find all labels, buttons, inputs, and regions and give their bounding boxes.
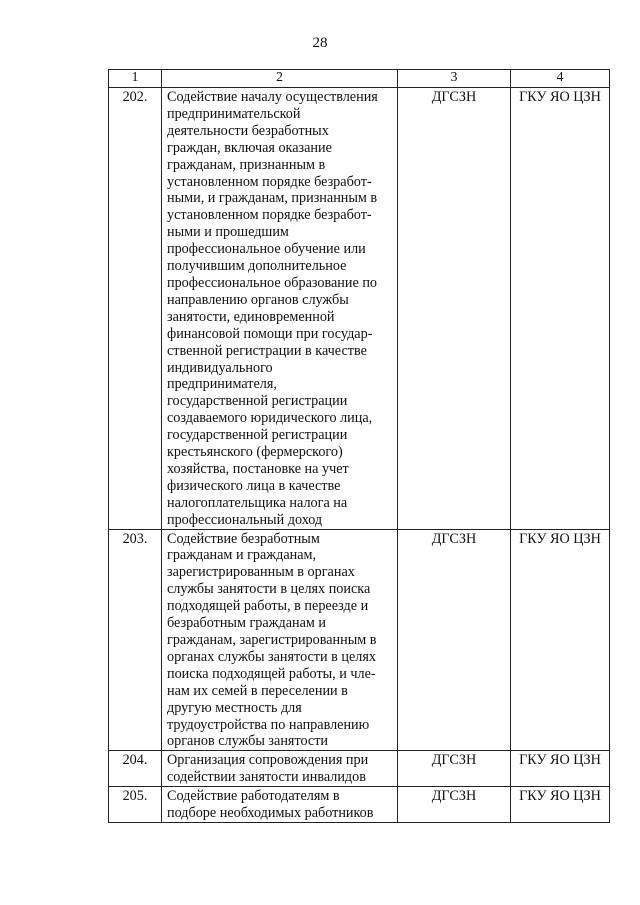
- table-row: [109, 751, 610, 787]
- row-number: 204.: [109, 751, 162, 787]
- description-line: ственной регистрации в качестве: [167, 342, 367, 359]
- description-line: зарегистрированным в органах: [167, 564, 355, 581]
- description-line: профессиональное образование по: [167, 274, 378, 291]
- description-line: поиска подходящей работы, и чле-: [167, 665, 376, 682]
- service-description: [162, 529, 398, 751]
- header-cell-2: 2: [162, 70, 398, 88]
- description-line: содействии занятости инвалидов: [167, 769, 366, 786]
- table-body: [109, 70, 610, 823]
- description-line: государственной регистрации: [167, 393, 348, 410]
- responsible-institution: ГКУ ЯО ЦЗН: [511, 787, 610, 823]
- description-line: Содействие работодателям в: [167, 788, 340, 805]
- description-line: Содействие началу осуществления: [167, 89, 378, 105]
- header-cell-4: 4: [511, 70, 610, 88]
- description-line: установленном порядке безработ-: [167, 173, 372, 190]
- description-line: индивидуального: [167, 359, 273, 376]
- responsible-department: ДГСЗН: [398, 88, 511, 530]
- table-row: [109, 88, 610, 530]
- description-line: финансовой помощи при государ-: [167, 325, 373, 342]
- description-line: нам их семей в переселении в: [167, 682, 348, 699]
- row-number: 205.: [109, 787, 162, 823]
- description-line: получившим дополнительное: [167, 258, 347, 275]
- description-line: профессиональное обучение или: [167, 241, 366, 258]
- header-cell-1: 1: [109, 70, 162, 88]
- description-line: предпринимательской: [167, 105, 301, 122]
- description-line: граждан, включая оказание: [167, 139, 332, 156]
- description-line: гражданам и гражданам,: [167, 547, 317, 564]
- description-line: налогоплательщика налога на: [167, 494, 348, 511]
- header-cell-3: 3: [398, 70, 511, 88]
- description-line: крестьянского (фермерского): [167, 444, 343, 461]
- description-line: безработным гражданам и: [167, 615, 327, 632]
- table-row: [109, 529, 610, 751]
- description-line: профессиональный доход: [167, 511, 323, 528]
- table-header-row: [109, 70, 610, 88]
- responsible-department: ДГСЗН: [398, 787, 511, 823]
- description-line: трудоустройства по направлению: [167, 716, 370, 733]
- description-line: гражданам, зарегистрированным в: [167, 632, 377, 648]
- page-number: 28: [312, 35, 328, 51]
- description-line: предпринимателя,: [167, 376, 277, 393]
- responsible-institution: ГКУ ЯО ЦЗН: [511, 751, 610, 787]
- description-line: занятости, единовременной: [167, 308, 335, 325]
- description-line: физического лица в качестве: [167, 477, 341, 494]
- description-line: гражданам, признанным в: [167, 156, 326, 173]
- description-line: Организация сопровождения при: [167, 752, 369, 769]
- responsible-department: ДГСЗН: [398, 751, 511, 787]
- service-description: [162, 751, 398, 787]
- table-row: [109, 787, 610, 823]
- responsible-department: ДГСЗН: [398, 529, 511, 751]
- description-line: установленном порядке безработ-: [167, 207, 372, 224]
- description-line: подходящей работы, в переезде и: [167, 598, 369, 615]
- service-description: [162, 787, 398, 823]
- description-line: органах службы занятости в целях: [167, 648, 376, 665]
- description-line: другую местность для: [167, 699, 302, 716]
- services-table: [108, 69, 610, 823]
- service-description: [162, 88, 398, 530]
- description-line: ными, и гражданам, признанным в: [167, 190, 378, 207]
- responsible-institution: ГКУ ЯО ЦЗН: [511, 529, 610, 751]
- description-line: подборе необходимых работников: [167, 805, 374, 822]
- description-line: хозяйства, постановке на учет: [167, 460, 349, 477]
- description-line: Содействие безработным: [167, 530, 320, 547]
- row-number: 202.: [109, 88, 162, 530]
- description-line: службы занятости в целях поиска: [167, 581, 371, 598]
- description-line: государственной регистрации: [167, 427, 348, 444]
- description-line: органов службы занятости: [167, 733, 329, 750]
- row-number: 203.: [109, 529, 162, 751]
- responsible-institution: ГКУ ЯО ЦЗН: [511, 88, 610, 530]
- description-line: ными и прошедшим: [167, 224, 289, 241]
- description-line: создаваемого юридического лица,: [167, 410, 373, 427]
- description-line: деятельности безработных: [167, 122, 329, 139]
- description-line: направлению органов службы: [167, 291, 349, 308]
